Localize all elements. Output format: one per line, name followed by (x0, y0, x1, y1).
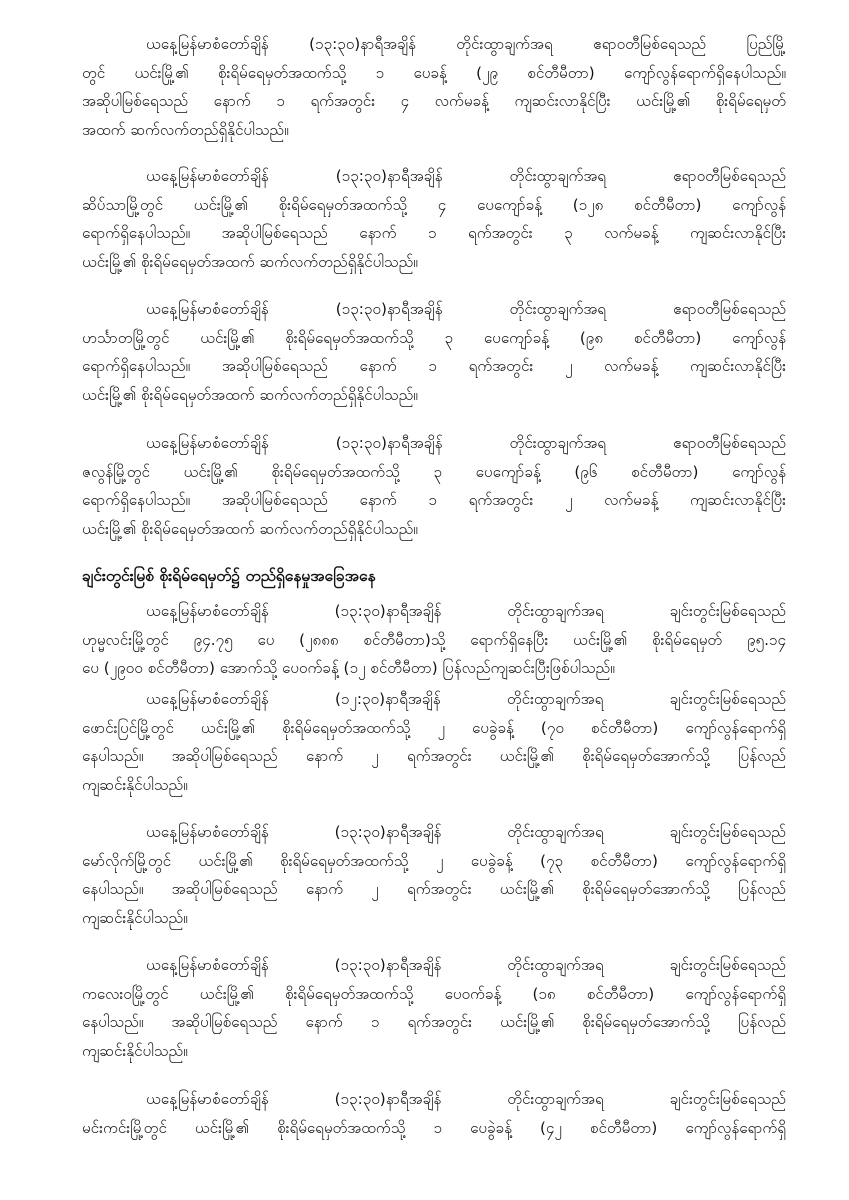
paragraph-mingin (82, 1085, 786, 1142)
text-line: ယင်းမြို့၏ စိုးရိမ်ရေမှတ်အထက် ဆက်လက်တည်ရှိနိုင်ပါသည်။ (82, 520, 418, 539)
text-line: ယနေ့မြန်မာစံတော်ချိန် (၁၃:၃၀)နာရီအချိန် တိုင်းထွာချက်အရ ချင်းတွင်းမြစ်ရေသည် (146, 956, 786, 974)
text-line: မော်လိုက်မြို့တွင် ယင်းမြို့၏ စိုးရိမ်ရေမှတ်အထက်သို့ ၂ ပေခွဲခန့် (၇၃ စင်တီမီတာ) ကျော်လွန်ရောက်ရှိ (82, 851, 786, 870)
text-line: ယနေ့မြန်မာစံတော်ချိန် (၁၃:၃၀)နာရီအချိန် တိုင်းထွာချက်အရ ချင်းတွင်းမြစ်ရေသည် (146, 823, 786, 841)
text-line: ယနေ့မြန်မာစံတော်ချိန် (၁၃:၃၀)နာရီအချိန် တိုင်းထွာချက်အရ ချင်းတွင်းမြစ်ရေသည် (146, 602, 786, 620)
text-line: ယင်းမြို့၏ စိုးရိမ်ရေမှတ်အထက် ဆက်လက်တည်ရှိနိုင်ပါသည်။ (82, 253, 418, 272)
text-line: ပေ (၂၉၀၀ စင်တီမီတာ) အောက်သို့ ပေဝက်ခန့် (၁၂ စင်တီမီတာ) ပြန်လည်ကျဆင်းပြီးဖြစ်ပါသည်။ (82, 659, 615, 678)
text-line: ယနေ့မြန်မာစံတော်ချိန် (၁၃:၃၀)နာရီအချိန် တိုင်းထွာချက်အရ ဧရာဝတီမြစ်ရေသည် (146, 167, 786, 185)
paragraph-mawlaik (82, 818, 786, 933)
paragraph-hinthada (82, 295, 786, 410)
text-line: ကလေးဝမြို့တွင် ယင်းမြို့၏ စိုးရိမ်ရေမှတ်အထက်သို့ ပေဝက်ခန့် (၁၈ စင်တီမီတာ) ကျော်လွန်ရောက်ရှိ (82, 984, 786, 1003)
text-line: ယင်းမြို့၏ စိုးရိမ်ရေမှတ်အထက် ဆက်လက်တည်ရှိနိုင်ပါသည်။ (82, 386, 418, 405)
text-line: အထက် ဆက်လက်တည်ရှိနိုင်ပါသည်။ (82, 121, 289, 140)
text-line: နေပါသည်။ အဆိုပါမြစ်ရေသည် နောက် ၂ ရက်အတွင်း ယင်းမြို့၏ စိုးရိမ်ရေမှတ်အောက်သို့ ပြန်လည် (82, 747, 786, 766)
text-line: နေပါသည်။ အဆိုပါမြစ်ရေသည် နောက် ၂ ရက်အတွင်း ယင်းမြို့၏ စိုးရိမ်ရေမှတ်အောက်သို့ ပြန်လည် (82, 880, 786, 899)
text-line: အဆိုပါမြစ်ရေသည် နောက် ၁ ရက်အတွင်း ၄ လက်မခန့် ကျဆင်းလာနိုင်ပြီး ယင်းမြို့၏ စိုးရိမ်ရေမှတ် (82, 92, 786, 111)
text-line: ကျဆင်းနိုင်ပါသည်။ (82, 776, 188, 795)
text-line: ဟုမ္မလင်းမြို့တွင် ၉၄.၇၅ ပေ (၂၈၈၈ စင်တီမီတာ)သို့ ရောက်ရှိနေပြီး ယင်းမြို့၏ စိုးရိမ်ရေမှတ် ၉၅.၁၄ (82, 630, 786, 649)
text-line: ယနေ့မြန်မာစံတော်ချိန် (၁၃:၃၀)နာရီအချိန် တိုင်းထွာချက်အရ ဧရာဝတီမြစ်ရေသည် (146, 300, 786, 318)
paragraph-zalun (82, 429, 786, 544)
text-line: နေပါသည်။ အဆိုပါမြစ်ရေသည် နောက် ၁ ရက်အတွင်း ယင်းမြို့၏ စိုးရိမ်ရေမှတ်အောက်သို့ ပြန်လည် (82, 1013, 786, 1032)
text-line: ယနေ့မြန်မာစံတော်ချိန် (၁၃:၃၀)နာရီအချိန် တိုင်းထွာချက်အရ ချင်းတွင်းမြစ်ရေသည် (146, 1090, 786, 1108)
text-line: ရောက်ရှိနေပါသည်။ အဆိုပါမြစ်ရေသည် နောက် ၁ ရက်အတွင်း ၂ လက်မခန့် ကျဆင်းလာနိုင်ပြီး (82, 491, 786, 510)
text-line: ရောက်ရှိနေပါသည်။ အဆိုပါမြစ်ရေသည် နောက် ၁ ရက်အတွင်း ၃ လက်မခန့် ကျဆင်းလာနိုင်ပြီး (82, 224, 786, 243)
text-line: ယနေ့မြန်မာစံတော်ချိန် (၁၂:၃၀)နာရီအချိန် တိုင်းထွာချက်အရ ချင်းတွင်းမြစ်ရေသည် (146, 690, 786, 708)
text-line: ဖောင်းပြင်မြို့တွင် ယင်းမြို့၏ စိုးရိမ်ရေမှတ်အထက်သို့ ၂ ပေခွဲခန့် (၇၀ စင်တီမီတာ) ကျော်လွန်ရောက်ရှိ (82, 718, 786, 737)
paragraph-homalin (82, 597, 786, 683)
text-line: ကျဆင်းနိုင်ပါသည်။ (82, 1042, 188, 1061)
text-line: မင်းကင်းမြို့တွင် ယင်းမြို့၏ စိုးရိမ်ရေမှတ်အထက်သို့ ၁ ပေခွဲခန့် (၄၂ စင်တီမီတာ) ကျော်လွန်ရောက်ရှိ (82, 1118, 786, 1137)
text-line: ယနေ့မြန်မာစံတော်ချိန် (၁၃:၃၀)နာရီအချိန် တိုင်းထွာချက်အရ ဧရာဝတီမြစ်ရေသည် ပြည်မြို့ (146, 35, 786, 53)
paragraph-kalewa (82, 951, 786, 1066)
text-line: ဆိပ်သာမြို့တွင် ယင်းမြို့၏ စိုးရိမ်ရေမှတ်အထက်သို့ ၄ ပေကျော်ခန့် (၁၂၈ စင်တီမီတာ) ကျော်လွန် (82, 195, 786, 214)
text-line: ကျဆင်းနိုင်ပါသည်။ (82, 909, 188, 928)
paragraph-pyay (82, 30, 786, 145)
paragraph-phaungpyin (82, 685, 786, 800)
text-line: ယနေ့မြန်မာစံတော်ချိန် (၁၃:၃၀)နာရီအချိန် တိုင်းထွာချက်အရ ဧရာဝတီမြစ်ရေသည် (146, 434, 786, 452)
text-line: ရောက်ရှိနေပါသည်။ အဆိုပါမြစ်ရေသည် နောက် ၁ ရက်အတွင်း ၂ လက်မခန့် ကျဆင်းလာနိုင်ပြီး (82, 357, 786, 376)
section-heading: ချင်းတွင်းမြစ် စိုးရိမ်ရေမှတ်၌ တည်ရှိနေမှုအခြေအနေ (82, 567, 376, 585)
text-line: တွင် ယင်းမြို့၏ စိုးရိမ်ရေမှတ်အထက်သို့ ၁ ပေခန့် (၂၉ စင်တီမီတာ) ကျော်လွန်ရောက်ရှိနေပါသည်။ (82, 63, 786, 82)
text-line: ဟင်္သာတမြို့တွင် ယင်းမြို့၏ စိုးရိမ်ရေမှတ်အထက်သို့ ၃ ပေကျော်ခန့် (၉၈ စင်တီမီတာ) ကျော်လွန် (82, 328, 786, 347)
paragraph-seiktha (82, 162, 786, 277)
text-line: ဇလွန်မြို့တွင် ယင်းမြို့၏ စိုးရိမ်ရေမှတ်အထက်သို့ ၃ ပေကျော်ခန့် (၉၆ စင်တီမီတာ) ကျော်လွန် (82, 462, 786, 481)
